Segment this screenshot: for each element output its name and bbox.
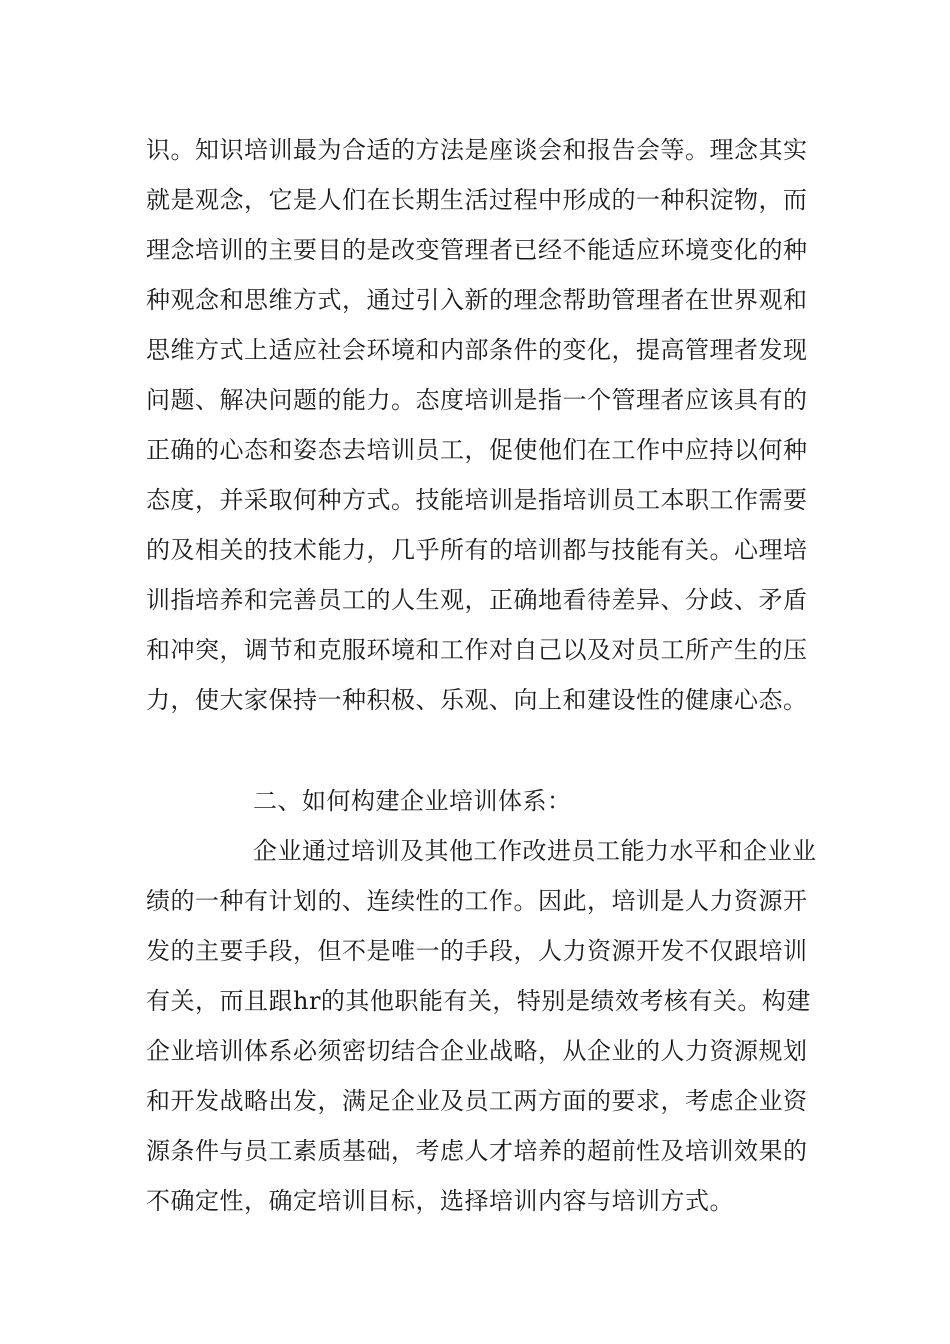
paragraph-line: 问题、解决问题的能力。态度培训是指一个管理者应该具有的 <box>146 386 808 414</box>
paragraph-line: 和开发战略出发，满足企业及员工两方面的要求，考虑企业资 <box>146 1087 808 1115</box>
paragraph-line: 和冲突，调节和克服环境和工作对自己以及对员工所产生的压 <box>146 636 808 664</box>
paragraph-line: 种观念和思维方式，通过引入新的理念帮助管理者在世界观和 <box>146 286 808 314</box>
paragraph-line: 企业培训体系必须密切结合企业战略，从企业的人力资源规划 <box>146 1037 808 1065</box>
paragraph-line: 理念培训的主要目的是改变管理者已经不能适应环境变化的种 <box>146 236 808 264</box>
paragraph-line: 思维方式上适应社会环境和内部条件的变化，提高管理者发现 <box>146 336 808 364</box>
paragraph-line: 不确定性，确定培训目标，选择培训内容与培训方式。 <box>146 1187 734 1215</box>
paragraph-line: 训指培养和完善员工的人生观，正确地看待差异、分歧、矛盾 <box>146 586 808 614</box>
paragraph-line: 态度，并采取何种方式。技能培训是指培训员工本职工作需要 <box>146 486 808 514</box>
paragraph-line: 源条件与员工素质基础，考虑人才培养的超前性及培训效果的 <box>146 1137 808 1165</box>
paragraph-line: 力，使大家保持一种积极、乐观、向上和建设性的健康心态。 <box>146 686 808 714</box>
paragraph-line: 的及相关的技术能力，几乎所有的培训都与技能有关。心理培 <box>146 536 808 564</box>
paragraph-line: 识。知识培训最为合适的方法是座谈会和报告会等。理念其实 <box>146 136 808 164</box>
paragraph-line: 就是观念，它是人们在长期生活过程中形成的一种积淀物，而 <box>146 186 808 214</box>
paragraph-line: 有关，而且跟hr的其他职能有关，特别是绩效考核有关。构建 <box>146 987 811 1015</box>
paragraph-line: 绩的一种有计划的、连续性的工作。因此，培训是人力资源开 <box>146 887 808 915</box>
paragraph-line: 正确的心态和姿态去培训员工，促使他们在工作中应持以何种 <box>146 436 808 464</box>
paragraph-line: 企业通过培训及其他工作改进员工能力水平和企业业 <box>253 837 817 865</box>
section-heading: 二、如何构建企业培训体系： <box>253 787 572 815</box>
paragraph-line: 发的主要手段，但不是唯一的手段，人力资源开发不仅跟培训 <box>146 937 808 965</box>
